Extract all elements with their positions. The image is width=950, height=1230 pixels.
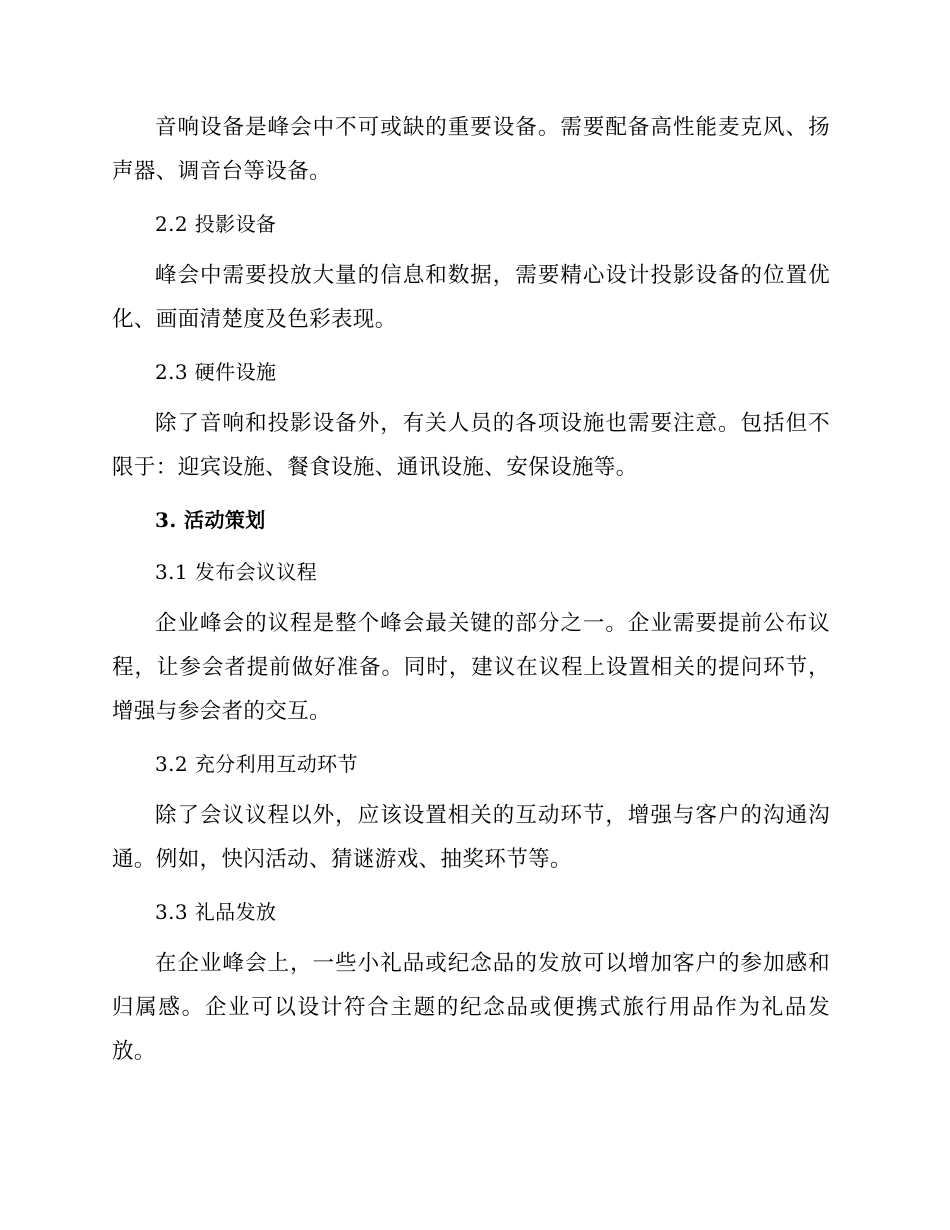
heading-3-1-agenda: 3.1 发布会议议程 [155,560,318,584]
heading-3-3-gifts: 3.3 礼品发放 [155,900,277,924]
heading-2-3-hardware: 2.3 硬件设施 [155,360,277,384]
paragraph-audio-equipment: 音响设备是峰会中不可或缺的重要设备。需要配备高性能麦克风、扬声器、调音台等设备。 [112,115,830,184]
heading-3-2-interaction: 3.2 充分利用互动环节 [155,752,358,776]
paragraph-projection: 峰会中需要投放大量的信息和数据，需要精心设计投影设备的位置优化、画面清楚度及色彩表现。 [112,263,830,332]
heading-3-activity-planning: 3. 活动策划 [155,508,266,532]
paragraph-agenda: 企业峰会的议程是整个峰会最关键的部分之一。企业需要提前公布议程，让参会者提前做好准备。同时，建议在议程上设置相关的提问环节，增强与参会者的交互。 [112,611,830,724]
document-body [112,106,830,1074]
paragraph-hardware: 除了音响和投影设备外，有关人员的各项设施也需要注意。包括但不限于：迎宾设施、餐食设施、通讯设施、安保设施等。 [112,411,830,480]
paragraph-gifts: 在企业峰会上，一些小礼品或纪念品的发放可以增加客户的参加感和归属感。企业可以设计符合主题的纪念品或便携式旅行用品作为礼品发放。 [112,951,830,1064]
heading-2-2-projection: 2.2 投影设备 [155,212,277,236]
paragraph-interaction: 除了会议议程以外，应该设置相关的互动环节，增强与客户的沟通沟通。例如，快闪活动、猜谜游戏、抽奖环节等。 [112,803,830,872]
